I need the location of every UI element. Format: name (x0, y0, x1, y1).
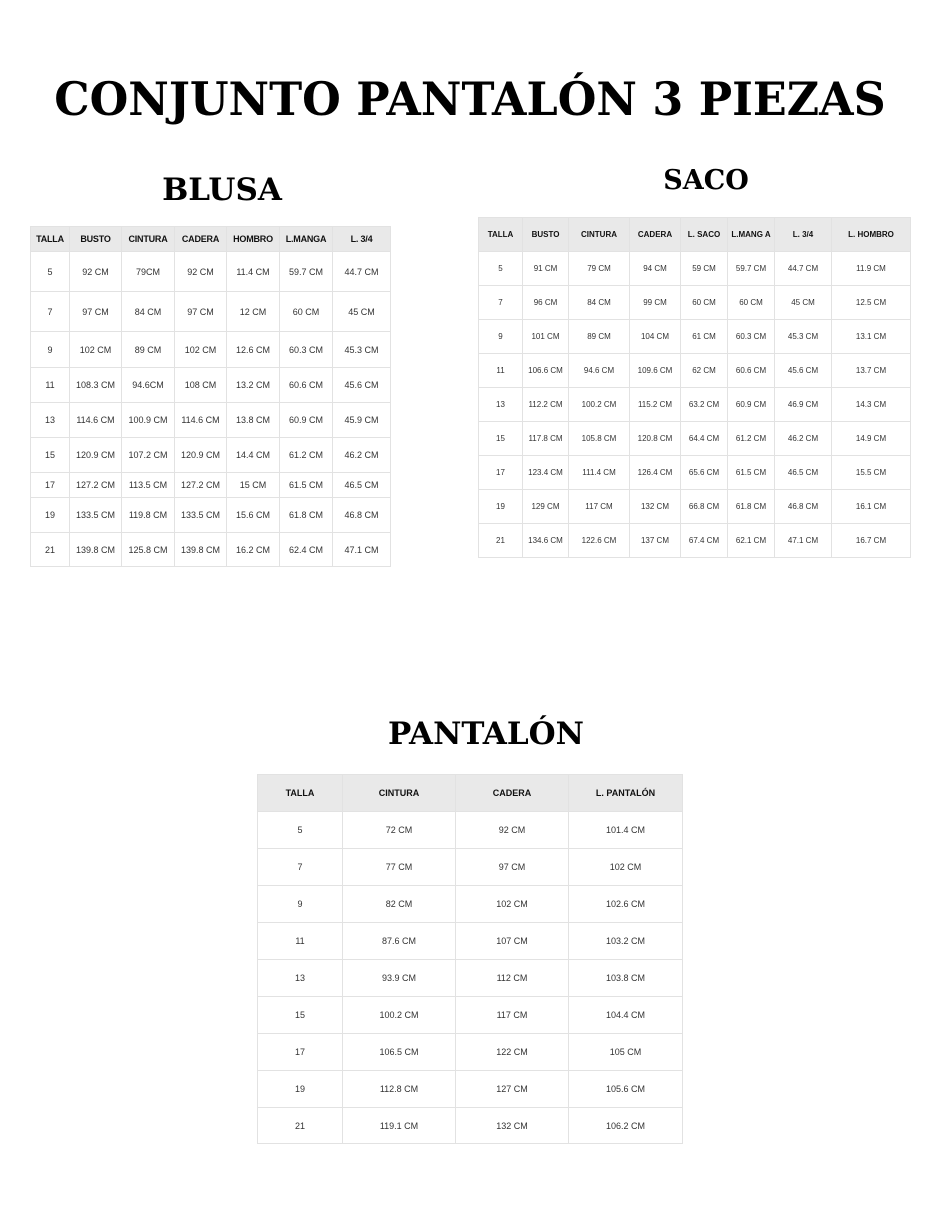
table-cell: 84 CM (122, 292, 175, 332)
table-row (258, 923, 683, 960)
table-cell: 127.2 CM (70, 473, 122, 498)
table-cell: 60.9 CM (280, 403, 333, 438)
table-cell: 64.4 CM (681, 422, 728, 456)
table-cell: 72 CM (343, 812, 456, 849)
table-cell: 5 (479, 252, 523, 286)
table-cell: 100.9 CM (122, 403, 175, 438)
table-cell: 11 (479, 354, 523, 388)
table-cell: 46.8 CM (333, 498, 391, 533)
table-cell: 47.1 CM (333, 533, 391, 567)
table-cell: 45 CM (775, 286, 832, 320)
table-cell: 19 (258, 1071, 343, 1108)
table-cell: 127 CM (456, 1071, 569, 1108)
table-cell: 15.5 CM (832, 456, 911, 490)
table-cell: 102.6 CM (569, 886, 683, 923)
blusa-body (31, 252, 391, 567)
table-cell: 126.4 CM (630, 456, 681, 490)
blusa-header-cell: L.MANGA (280, 227, 333, 252)
table-cell: 119.1 CM (343, 1108, 456, 1144)
table-cell: 94.6CM (122, 368, 175, 403)
table-cell: 127.2 CM (175, 473, 227, 498)
table-cell: 123.4 CM (523, 456, 569, 490)
table-cell: 133.5 CM (70, 498, 122, 533)
table-cell: 111.4 CM (569, 456, 630, 490)
table-cell: 92 CM (456, 812, 569, 849)
table-row (258, 1108, 683, 1144)
pantalon-header-cell: TALLA (258, 775, 343, 812)
table-cell: 17 (479, 456, 523, 490)
table-cell: 103.2 CM (569, 923, 683, 960)
table-cell: 133.5 CM (175, 498, 227, 533)
table-cell: 101 CM (523, 320, 569, 354)
table-cell: 100.2 CM (569, 388, 630, 422)
table-cell: 45.3 CM (333, 332, 391, 368)
blusa-header-row (31, 227, 391, 252)
saco-body (479, 252, 911, 558)
table-row (31, 368, 391, 403)
table-cell: 119.8 CM (122, 498, 175, 533)
table-cell: 122.6 CM (569, 524, 630, 558)
table-row (479, 422, 911, 456)
table-cell: 5 (258, 812, 343, 849)
table-cell: 65.6 CM (681, 456, 728, 490)
table-cell: 94 CM (630, 252, 681, 286)
saco-header-cell: L.MANG A (728, 218, 775, 252)
table-row (31, 498, 391, 533)
table-row (479, 388, 911, 422)
table-cell: 89 CM (122, 332, 175, 368)
table-cell: 13 (31, 403, 70, 438)
table-cell: 97 CM (456, 849, 569, 886)
table-cell: 14.3 CM (832, 388, 911, 422)
saco-header-cell: TALLA (479, 218, 523, 252)
table-cell: 97 CM (175, 292, 227, 332)
saco-header-cell: L. HOMBRO (832, 218, 911, 252)
table-cell: 84 CM (569, 286, 630, 320)
table-cell: 102 CM (456, 886, 569, 923)
table-row (258, 960, 683, 997)
table-cell: 15 CM (227, 473, 280, 498)
table-cell: 100.2 CM (343, 997, 456, 1034)
saco-size-table (478, 217, 911, 558)
table-cell: 46.9 CM (775, 388, 832, 422)
table-cell: 19 (479, 490, 523, 524)
table-cell: 44.7 CM (333, 252, 391, 292)
table-cell: 11 (31, 368, 70, 403)
table-cell: 45.3 CM (775, 320, 832, 354)
table-cell: 113.5 CM (122, 473, 175, 498)
pantalon-body (258, 812, 683, 1144)
table-cell: 13.8 CM (227, 403, 280, 438)
table-row (31, 403, 391, 438)
table-row (258, 849, 683, 886)
saco-header-cell: CADERA (630, 218, 681, 252)
table-cell: 16.2 CM (227, 533, 280, 567)
table-cell: 60 CM (280, 292, 333, 332)
pantalon-size-table (257, 774, 683, 1144)
saco-header-cell: CINTURA (569, 218, 630, 252)
table-cell: 104.4 CM (569, 997, 683, 1034)
table-row (258, 1071, 683, 1108)
table-cell: 112.2 CM (523, 388, 569, 422)
table-cell: 17 (258, 1034, 343, 1071)
blusa-header-cell: TALLA (31, 227, 70, 252)
blusa-header-cell: BUSTO (70, 227, 122, 252)
pantalon-header-cell: CINTURA (343, 775, 456, 812)
table-cell: 117.8 CM (523, 422, 569, 456)
table-cell: 14.4 CM (227, 438, 280, 473)
table-cell: 117 CM (569, 490, 630, 524)
table-cell: 13 (258, 960, 343, 997)
table-cell: 120.9 CM (175, 438, 227, 473)
table-cell: 117 CM (456, 997, 569, 1034)
table-cell: 67.4 CM (681, 524, 728, 558)
table-cell: 132 CM (630, 490, 681, 524)
table-cell: 11 (258, 923, 343, 960)
table-cell: 99 CM (630, 286, 681, 320)
saco-header-cell: L. 3/4 (775, 218, 832, 252)
table-cell: 15 (258, 997, 343, 1034)
table-cell: 7 (31, 292, 70, 332)
blusa-header-cell: CADERA (175, 227, 227, 252)
table-row (479, 524, 911, 558)
table-cell: 47.1 CM (775, 524, 832, 558)
blusa-header-cell: HOMBRO (227, 227, 280, 252)
table-cell: 21 (258, 1108, 343, 1144)
table-row (31, 473, 391, 498)
table-cell: 66.8 CM (681, 490, 728, 524)
table-cell: 21 (31, 533, 70, 567)
table-cell: 102 CM (175, 332, 227, 368)
table-cell: 60.3 CM (728, 320, 775, 354)
table-cell: 45.6 CM (775, 354, 832, 388)
blusa-size-table (30, 226, 391, 567)
table-cell: 15 (479, 422, 523, 456)
table-row (31, 533, 391, 567)
table-cell: 12 CM (227, 292, 280, 332)
table-row (31, 292, 391, 332)
table-cell: 17 (31, 473, 70, 498)
table-cell: 112 CM (456, 960, 569, 997)
table-cell: 9 (31, 332, 70, 368)
table-cell: 60.3 CM (280, 332, 333, 368)
table-cell: 63.2 CM (681, 388, 728, 422)
table-cell: 137 CM (630, 524, 681, 558)
table-cell: 134.6 CM (523, 524, 569, 558)
table-cell: 60 CM (728, 286, 775, 320)
table-cell: 104 CM (630, 320, 681, 354)
table-cell: 132 CM (456, 1108, 569, 1144)
table-cell: 105 CM (569, 1034, 683, 1071)
table-cell: 114.6 CM (70, 403, 122, 438)
table-cell: 120.8 CM (630, 422, 681, 456)
table-row (479, 286, 911, 320)
table-cell: 45.6 CM (333, 368, 391, 403)
table-cell: 109.6 CM (630, 354, 681, 388)
table-cell: 7 (479, 286, 523, 320)
table-cell: 105.6 CM (569, 1071, 683, 1108)
pantalon-header-row (258, 775, 683, 812)
table-cell: 45 CM (333, 292, 391, 332)
table-cell: 13.1 CM (832, 320, 911, 354)
table-cell: 129 CM (523, 490, 569, 524)
table-cell: 15.6 CM (227, 498, 280, 533)
table-cell: 60 CM (681, 286, 728, 320)
table-cell: 61.5 CM (280, 473, 333, 498)
table-cell: 101.4 CM (569, 812, 683, 849)
table-cell: 79CM (122, 252, 175, 292)
table-cell: 46.2 CM (333, 438, 391, 473)
table-cell: 91 CM (523, 252, 569, 286)
table-row (258, 886, 683, 923)
table-cell: 108.3 CM (70, 368, 122, 403)
table-cell: 94.6 CM (569, 354, 630, 388)
table-cell: 13 (479, 388, 523, 422)
table-cell: 12.6 CM (227, 332, 280, 368)
table-row (258, 997, 683, 1034)
table-cell: 14.9 CM (832, 422, 911, 456)
table-cell: 106.6 CM (523, 354, 569, 388)
table-cell: 46.8 CM (775, 490, 832, 524)
table-cell: 11.4 CM (227, 252, 280, 292)
table-cell: 106.2 CM (569, 1108, 683, 1144)
table-cell: 114.6 CM (175, 403, 227, 438)
table-row (479, 354, 911, 388)
table-cell: 13.7 CM (832, 354, 911, 388)
table-cell: 107.2 CM (122, 438, 175, 473)
table-cell: 59.7 CM (280, 252, 333, 292)
table-cell: 61.2 CM (280, 438, 333, 473)
table-cell: 60.6 CM (280, 368, 333, 403)
table-row (258, 1034, 683, 1071)
table-cell: 82 CM (343, 886, 456, 923)
pantalon-header-cell: L. PANTALÓN (569, 775, 683, 812)
table-cell: 120.9 CM (70, 438, 122, 473)
table-cell: 5 (31, 252, 70, 292)
table-row (31, 438, 391, 473)
table-cell: 96 CM (523, 286, 569, 320)
table-cell: 122 CM (456, 1034, 569, 1071)
table-cell: 12.5 CM (832, 286, 911, 320)
table-row (479, 490, 911, 524)
table-row (479, 320, 911, 354)
page-title: CONJUNTO PANTALÓN 3 PIEZAS (54, 72, 886, 126)
saco-header-cell: BUSTO (523, 218, 569, 252)
table-cell: 61.2 CM (728, 422, 775, 456)
table-cell: 62.1 CM (728, 524, 775, 558)
table-cell: 112.8 CM (343, 1071, 456, 1108)
table-cell: 45.9 CM (333, 403, 391, 438)
table-cell: 61 CM (681, 320, 728, 354)
table-cell: 44.7 CM (775, 252, 832, 286)
table-cell: 105.8 CM (569, 422, 630, 456)
table-cell: 16.1 CM (832, 490, 911, 524)
pantalon-title: PANTALÓN (387, 716, 584, 752)
table-cell: 9 (479, 320, 523, 354)
table-cell: 62 CM (681, 354, 728, 388)
table-cell: 61.8 CM (728, 490, 775, 524)
table-cell: 16.7 CM (832, 524, 911, 558)
table-cell: 115.2 CM (630, 388, 681, 422)
table-cell: 46.5 CM (333, 473, 391, 498)
table-cell: 9 (258, 886, 343, 923)
table-cell: 77 CM (343, 849, 456, 886)
table-cell: 97 CM (70, 292, 122, 332)
table-cell: 46.2 CM (775, 422, 832, 456)
table-cell: 19 (31, 498, 70, 533)
table-cell: 125.8 CM (122, 533, 175, 567)
saco-header-row (479, 218, 911, 252)
table-cell: 106.5 CM (343, 1034, 456, 1071)
saco-title: SACO (663, 165, 749, 196)
table-cell: 7 (258, 849, 343, 886)
table-cell: 59 CM (681, 252, 728, 286)
table-cell: 139.8 CM (175, 533, 227, 567)
table-row (31, 332, 391, 368)
blusa-header-cell: L. 3/4 (333, 227, 391, 252)
table-cell: 89 CM (569, 320, 630, 354)
table-cell: 61.5 CM (728, 456, 775, 490)
table-cell: 102 CM (569, 849, 683, 886)
table-cell: 87.6 CM (343, 923, 456, 960)
table-cell: 108 CM (175, 368, 227, 403)
blusa-title: BLUSA (162, 172, 282, 208)
table-cell: 62.4 CM (280, 533, 333, 567)
table-cell: 92 CM (175, 252, 227, 292)
table-cell: 46.5 CM (775, 456, 832, 490)
saco-header-cell: L. SACO (681, 218, 728, 252)
table-cell: 13.2 CM (227, 368, 280, 403)
table-cell: 60.9 CM (728, 388, 775, 422)
table-cell: 60.6 CM (728, 354, 775, 388)
table-cell: 139.8 CM (70, 533, 122, 567)
table-cell: 21 (479, 524, 523, 558)
table-cell: 103.8 CM (569, 960, 683, 997)
table-cell: 92 CM (70, 252, 122, 292)
blusa-header-cell: CINTURA (122, 227, 175, 252)
table-cell: 79 CM (569, 252, 630, 286)
table-cell: 59.7 CM (728, 252, 775, 286)
table-cell: 11.9 CM (832, 252, 911, 286)
table-row (479, 252, 911, 286)
table-cell: 93.9 CM (343, 960, 456, 997)
table-cell: 107 CM (456, 923, 569, 960)
table-row (258, 812, 683, 849)
pantalon-header-cell: CADERA (456, 775, 569, 812)
table-cell: 15 (31, 438, 70, 473)
table-row (31, 252, 391, 292)
table-cell: 61.8 CM (280, 498, 333, 533)
table-row (479, 456, 911, 490)
table-cell: 102 CM (70, 332, 122, 368)
